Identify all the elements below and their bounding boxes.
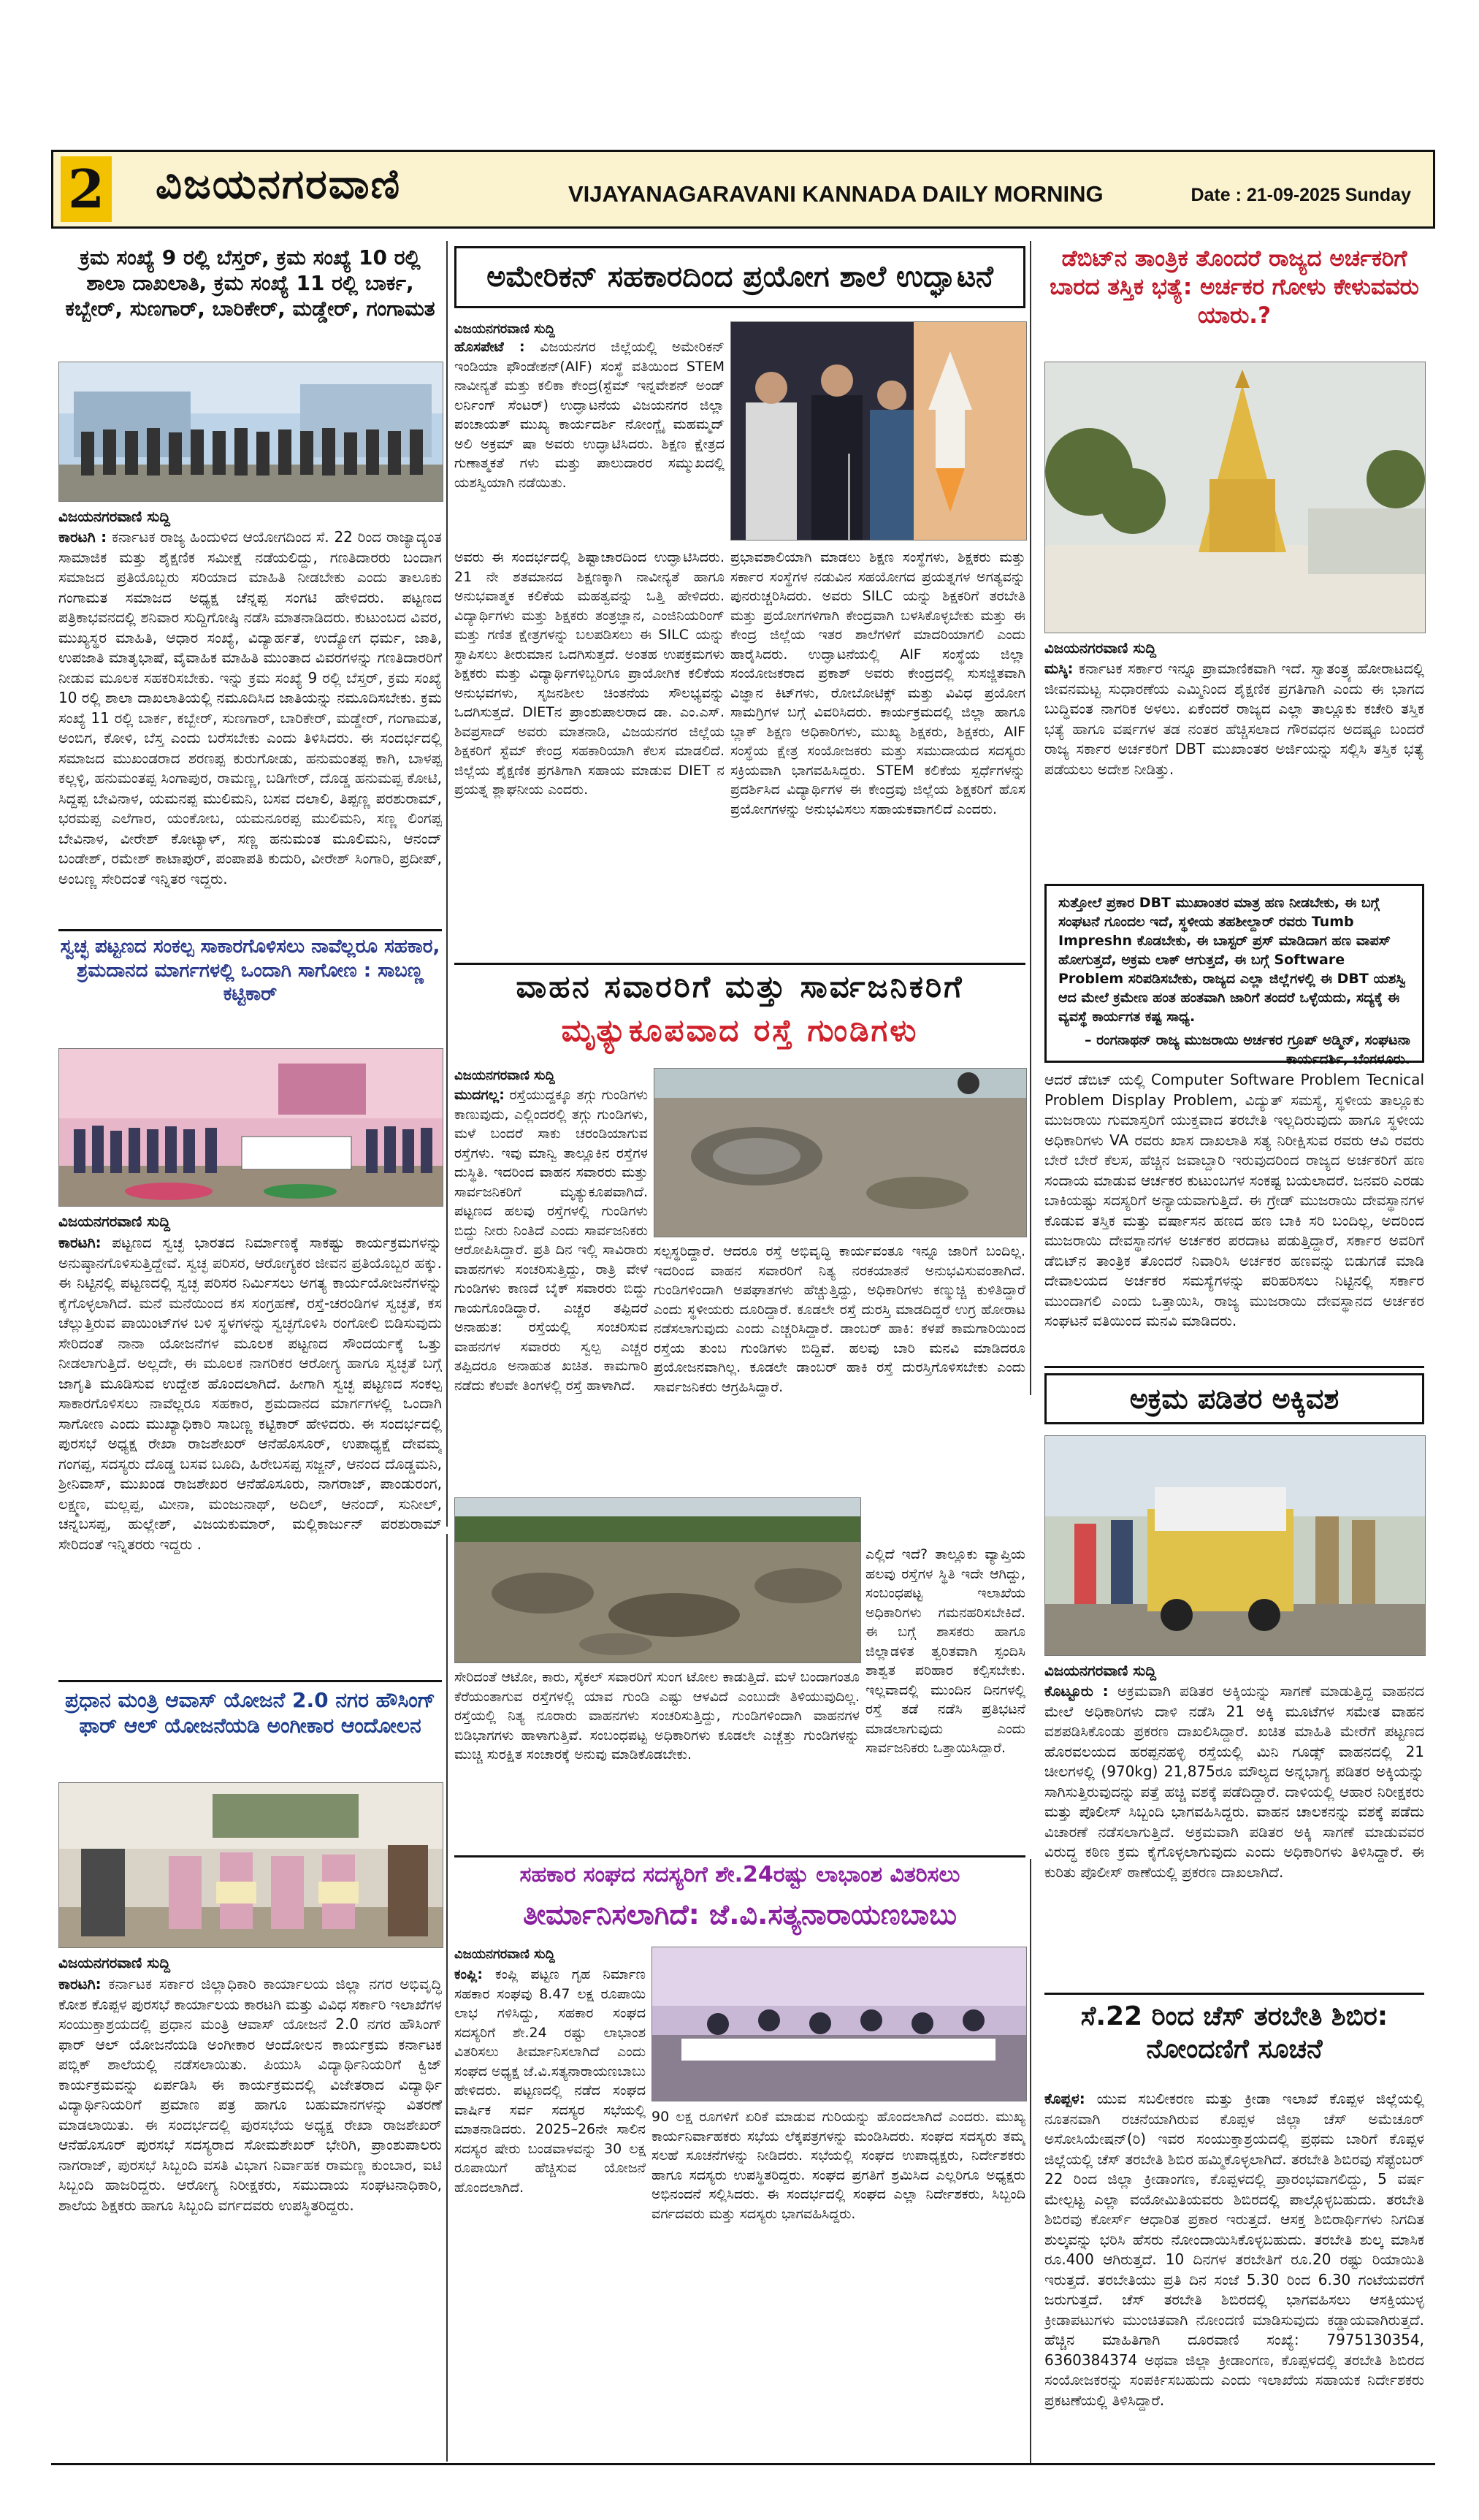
article-text: ಯುವ ಸಬಲೀಕರಣ ಮತ್ತು ಕ್ರೀಡಾ ಇಲಾಖೆ ಕೊಪ್ಪಳ ಜಿಲ್ಲೆಯಲ್ಲಿ ನೂತನವಾಗಿ ರಚನೆಯಾಗಿರುವ ಕೊಪ್ಪಳ ಜಿಲ್ಲಾ ಚೆಸ್ ಅಮೆಚೂರ್ ಅಸೋಸಿಯೇಷನ್(ರಿ) ಇವರ ಸಂಯುಕ್ತಾಶ್ರಯದಲ್ಲಿ ಪ್ರಥಮ ಬಾರಿಗೆ ಕೊಪ್ಪಳ ಜಿಲ್ಲೆಯಲ್ಲಿ ಚೆಸ್ ತರಬೇತಿ ಶಿಬಿರ ಹಮ್ಮಿಕೊಳ್ಳಲಾಗಿದೆ. ತರಬೇತಿ ಶಿಬಿರವು ಸೆಪ್ಟೆಂಬರ್ 22 ರಿಂದ ಜಿಲ್ಲಾ ಕ್ರೀಡಾಂಗಣ, ಕೊಪ್ಪಳದಲ್ಲಿ ಪ್ರಾರಂಭವಾಗಲಿದ್ದು, 5 ವರ್ಷ ಮೇಲ್ಪಟ್ಟ ಎಲ್ಲಾ ವಯೋಮಿತಿಯವರು ಶಿಬಿರದಲ್ಲಿ ಪಾಲ್ಗೊಳ್ಳಬಹುದು. ತರಬೇತಿ ಶಿಬಿರವು ಕೋರ್ಸ್ ಆಧಾರಿತ ಪ್ರಕಾರ ಇರುತ್ತದೆ. ಆಸಕ್ತ ಶಿಬಿರಾರ್ಥಿಗಳು ನಿಗದಿತ ಶುಲ್ಕವನ್ನು ಭರಿಸಿ ಹೆಸರು ನೋಂದಾಯಿಸಿಕೊಳ್ಳಬಹುದು. ತರಬೇತಿ ಶುಲ್ಕ ಮಾಸಿಕ ರೂ.400 ಆಗಿರುತ್ತದೆ. 10 ದಿನಗಳ ತರಬೇತಿಗೆ ರೂ.20 ರಷ್ಟು ರಿಯಾಯಿತಿ ಇರುತ್ತದೆ. ತರಬೇತಿಯು ಪ್ರತಿ ದಿನ ಸಂಜೆ 5.30 ರಿಂದ 6.30 ಗಂಟೆಯವರೆಗೆ ಜರುಗುತ್ತದೆ. ಚೆಸ್ ತರಬೇತಿ ಶಿಬಿರದಲ್ಲಿ ಭಾಗವಹಿಸಲು ಆಸಕ್ತಿಯುಳ್ಳ ಕ್ರೀಡಾಪಟುಗಳು ಮುಂಚಿತವಾಗಿ ನೋಂದಣಿ ಮಾಡಿಸುವುದು ಕಡ್ಡಾಯವಾಗಿರುತ್ತದೆ. ಹೆಚ್ಚಿನ ಮಾಹಿತಿಗಾಗಿ ದೂರವಾಣಿ ಸಂಖ್ಯೆ: 7975130354, 6360384374 ಅಥವಾ ಜಿಲ್ಲಾ ಕ್ರೀಡಾಂಗಣ, ಕೊಪ್ಪಳದಲ್ಲಿ ತರಬೇತಿ ಶಿಬಿರದ ಸಂಯೋಜಕರನ್ನು ಸಂಪರ್ಕಿಸಬಹುದು ಎಂದು ಇಲಾಖೆಯ ಸಹಾಯಕ ನಿರ್ದೇಶಕರು ಪ್ರಕಟಣೆಯಲ್ಲಿ ತಿಳಿಸಿದ್ದಾರೆ. (1044, 2090, 1424, 2409)
article-text: ಪಟ್ಟಣದ ಸ್ವಚ್ಛ ಭಾರತದ ನಿರ್ಮಾಣಕ್ಕೆ ಸಾಕಷ್ಟು ಕಾರ್ಯಕ್ರಮಗಳನ್ನು ಅನುಷ್ಠಾನಗೊಳಿಸುತ್ತಿದ್ದೇವೆ. ಸ್ವಚ್ಛ ಪರಿಸರ, ಆರೋಗ್ಯಕರ ಜೀವನ ಪ್ರತಿಯೊಬ್ಬರ ಹಕ್ಕು. ಈ ನಿಟ್ಟಿನಲ್ಲಿ ಪಟ್ಟಣದಲ್ಲಿ ಸ್ವಚ್ಛ ಪರಿಸರ ನಿರ್ಮಿಸಲು ಅಗತ್ಯ ಕಾರ್ಯಯೋಜನೆಗಳನ್ನು ಕೈಗೊಳ್ಳಲಾಗಿದೆ. ಮನೆ ಮನೆಯಿಂದ ಕಸ ಸಂಗ್ರಹಣೆ, ರಸ್ತೆ-ಚರಂಡಿಗಳ ಸ್ವಚ್ಛತೆ, ಕಸ ಚೆಲ್ಲುತ್ತಿರುವ ಪಾಯಿಂಟ್‌ಗಳ ಬಳಿ ಸ್ಥಳಗಳನ್ನು ಸ್ವಚ್ಛಗೊಳಿಸಿ ರಂಗೋಲಿ ಬಿಡಿಸುವುದು ಸೇರಿದಂತೆ ನಾನಾ ಯೋಜನೆಗಳ ಮೂಲಕ ಪಟ್ಟಣದ ಸೌಂದರ್ಯಕ್ಕೆ ಒತ್ತು ನೀಡಲಾಗುತ್ತಿದೆ. ಅಲ್ಲದೇ, ಈ ಮೂಲಕ ನಾಗರಿಕರ ಆರೋಗ್ಯ ಹಾಗೂ ಸ್ವಚ್ಛತೆ ಬಗ್ಗೆ ಜಾಗೃತಿ ಮೂಡಿಸುವ ಉದ್ದೇಶ ಹೊಂದಲಾಗಿದೆ. ಹೀಗಾಗಿ ಸ್ವಚ್ಛ ಪಟ್ಟಣದ ಸಂಕಲ್ಪ ಸಾಕಾರಗೊಳಿಸಲು ನಾವೆಲ್ಲರೂ ಸಹಕಾರ, ಶ್ರಮದಾನದ ಮಾರ್ಗಗಳಲ್ಲಿ ಒಂದಾಗಿ ಸಾಗೋಣ ಎಂದು ಮುಖ್ಯಾಧಿಕಾರಿ ಸಾಬಣ್ಣ ಕಟ್ಟಿಕಾರ್ ಹೇಳಿದರು. ಈ ಸಂದರ್ಭದಲ್ಲಿ ಪುರಸಭೆ ಅಧ್ಯಕ್ಷ ರೇಖಾ ರಾಜಶೇಖರ್ ಆನೆಹೊಸೂರ್, ಉಪಾಧ್ಯಕ್ಷೆ ದೇವಮ್ಮ ಗಂಗಪ್ಪ, ಸದಸ್ಯರು ದೊಡ್ಡ ಬಸವ ಬೂದಿ, ಹಿರೇಬಸಪ್ಪ ಸಜ್ಜನ್, ಆನಂದ ದೊಡ್ಡಮನಿ, ಶ್ರೀನಿವಾಸ್, ಮುಖಂಡ ರಾಜಶೇಖರ ಆನೆಹೊಸೂರು, ನಾಗರಾಜ್, ಪಾಂಡುರಂಗ, ಲಕ್ಷ್ಮಣ, ಮಲ್ಲಪ್ಪ, ಮೀನಾ, ಮಂಜುನಾಥ್, ಅದಿಲ್, ಆನಂದ್, ಸುನೀಲ್, ಚನ್ನಬಸಪ್ಪ, ಹುಲ್ಲೇಶ್, ವಿಜಯಕುಮಾರ್, ಮಲ್ಲಿಕಾರ್ಜುನ್ ಪರಶುರಾಮ್ ಸೇರಿದಂತೆ ಇನ್ನಿತರರು ಇದ್ದರು . (58, 1234, 442, 1553)
photo-stem-lab-inauguration (730, 321, 1027, 541)
byline: ವಿಜಯನಗರವಾಣಿ ಸುದ್ದಿ (454, 1947, 555, 1962)
photo-seized-rice-vehicle (1044, 1435, 1426, 1656)
photo-clean-town-rally (58, 1048, 443, 1207)
headline-caste-survey: ಕ್ರಮ ಸಂಖ್ಯೆ 9 ರಲ್ಲಿ ಬೆಸ್ತರ್, ಕ್ರಮ ಸಂಖ್ಯೆ 10 ರಲ್ಲಿ ಶಾಲಾ ದಾಖಲಾತಿ, ಕ್ರಮ ಸಂಖ್ಯೆ 11 ರಲ್ಲಿ ಬಾರ್ಕ, ಕಬ್ಬೇರ್, ಸುಣಗಾರ್, ಬಾರಿಕೇರ್, ಮಡ್ಡೇರ್, ಗಂಗಾಮತ (65, 245, 435, 321)
quote-signature: – ರಂಗನಾಥನ್ ರಾಜ್ಯ ಮುಜರಾಯಿ ಅರ್ಚಕರ ಗ್ರೂಪ್ ಅಡ್ಮಿನ್, ಸಂಘಟನಾ ಕಾರ್ಯದರ್ಶಿ, ಬೆಂಗಳೂರು. (1085, 1032, 1410, 1067)
byline: ವಿಜಯನಗರವಾಣಿ ಸುದ್ದಿ (58, 1213, 171, 1230)
dateline: ಹೊಸಪೇಟೆ : (454, 339, 525, 355)
article-body-caste-survey (58, 527, 442, 925)
article-body-clean-town (58, 1233, 442, 1680)
headline-cooperative-dividend-line1: ಸಹಕಾರ ಸಂಘದ ಸದಸ್ಯರಿಗೆ ಶೇ.24ರಷ್ಟು ಲಾಭಾಂಶ ವಿತರಿಸಲು (519, 1862, 960, 1887)
article-text: ವಿಜಯನಗರ ಜಿಲ್ಲೆಯಲ್ಲಿ ಅಮೇರಿಕನ್ ಇಂಡಿಯಾ ಫೌಂಡೇಶನ್(AIF) ಸಂಸ್ಥೆ ವತಿಯಿಂದ STEM ನಾವೀನ್ಯತೆ ಮತ್ತು ಕಲಿಕಾ ಕೇಂದ್ರ(ಸ್ಟೆಮ್ ಇನ್ನವೇಶನ್ ಅಂಡ್ ಲರ್ನಿಂಗ್ ಸೆಂಟರ್) ಉದ್ಘಾಟನೆಯ ವಿಜಯನಗರ ಜಿಲ್ಲಾ ಪಂಚಾಯತ್ ಮುಖ್ಯ ಕಾರ್ಯದರ್ಶಿ ನೋಂಗ್ಜೈ ಮಹಮ್ಮದ್ ಅಲಿ ಅಕ್ರಮ್ ಷಾ ಅವರು ಉದ್ಘಾಟಿಸಿದರು. ಶಿಕ್ಷಣ ಕ್ಷೇತ್ರದ ಗುಣಾತ್ಮಕತೆ ಗಳು ಮತ್ತು ಪಾಲುದಾರರ ಸಮ್ಮುಖದಲ್ಲಿ ಯಶಸ್ವಿಯಾಗಿ ನಡೆಯಿತು. (454, 339, 725, 491)
article-body-pmay-housing (58, 1974, 442, 2453)
masthead (51, 150, 1435, 229)
photo-pothole-2 (454, 1497, 861, 1663)
page-number: 2 (61, 156, 112, 222)
byline: ವಿಜಯನಗರವಾಣಿ ಸುದ್ದಿ (1044, 639, 1157, 657)
article-text: 90 ಲಕ್ಷ ರೂಗಳಿಗೆ ಏರಿಕೆ ಮಾಡುವ ಗುರಿಯನ್ನು ಹೊಂದಲಾಗಿದೆ ಎಂದರು. ಮುಖ್ಯ ಕಾರ್ಯನಿರ್ವಾಹಕರು ಸಭೆಯ ಲೆಕ್ಕಪತ್ರಗಳನ್ನು ಮಂಡಿಸಿದರು. ಸಂಘದ ಸದಸ್ಯರು ತಮ್ಮ ಸಲಹೆ ಸೂಚನೆಗಳನ್ನು ನೀಡಿದರು. ಸಭೆಯಲ್ಲಿ ಸಂಘದ ಉಪಾಧ್ಯಕ್ಷರು, ನಿರ್ದೇಶಕರು ಹಾಗೂ ಸದಸ್ಯರು ಉಪಸ್ಥಿತರಿದ್ದರು. ಸಂಘದ ಪ್ರಗತಿಗೆ ಶ್ರಮಿಸಿದ ಎಲ್ಲರಿಗೂ ಅಧ್ಯಕ್ಷರು ಅಭಿನಂದನೆ ಸಲ್ಲಿಸಿದರು. ಈ ಸಂದರ್ಭದಲ್ಲಿ ಸಂಘದ ಎಲ್ಲಾ ನಿರ್ದೇಶಕರು, ಸಿಬ್ಬಂದಿ ವರ್ಗದವರು ಮತ್ತು ಸದಸ್ಯರು ಭಾಗವಹಿಸಿದ್ದರು. (651, 2109, 1025, 2222)
masthead-title-kannada: ವಿಜಯನಗರವಾಣಿ (156, 161, 402, 208)
photo-caste-survey-group (58, 362, 443, 502)
article-body-american-lab-a (454, 337, 725, 546)
article-body-priests-allowance-cont (1044, 1070, 1424, 1362)
quote-text: ಸುತ್ತೋಲೆ ಪ್ರಕಾರ DBT ಮುಖಾಂತರ ಮಾತ್ರ ಹಣ ನೀಡಬೇಕು, ಈ ಬಗ್ಗೆ ಸಂಘಟನೆ ಗೂಂದಲ ಇದೆ, ಸ್ಥಳೀಯ ತಹಶೀಲ್ದಾರ್ ರವರು Tumb Impreshn ಕೊಡಬೇಕು, ಈ ಬಾಸ್ಟರ್ ಪ್ರಸ್ ಮಾಡಿದಾಗ ಹಣ ವಾಪಸ್ ಹೋಗುತ್ತದೆ, ಅಕ್ರಮ ಲಾಕ್ ಆಗುತ್ತದೆ, ಈ ಬಗ್ಗೆ Software Problem ಸರಿಪಡಿಸಬೇಕು, ರಾಜ್ಯದ ಎಲ್ಲಾ ಜಿಲ್ಲೆಗಳಲ್ಲಿ ಈ DBT ಯಶಸ್ವಿ ಆದ ಮೇಲೆ ಕ್ರಮೇಣ ಹಂತ ಹಂತವಾಗಿ ಜಾರಿಗೆ ತಂದರೆ ಒಳ್ಳೆಯದು, ಸದ್ಯಕ್ಕೆ ಈ ವ್ಯವಸ್ಥೆ ಕಾರ್ಯಗತ ಕಷ್ಟ ಸಾಧ್ಯ. (1058, 895, 1406, 1025)
section-rule (1044, 1366, 1424, 1368)
photo-cooperative-meeting (651, 1947, 1027, 2101)
article-text: ಕಂಪ್ಲಿ ಪಟ್ಟಣ ಗೃಹ ನಿರ್ಮಾಣ ಸಹಕಾರ ಸಂಘವು 8.47 ಲಕ್ಷ ರೂಪಾಯಿ ಲಾಭ ಗಳಿಸಿದ್ದು, ಸಹಕಾರ ಸಂಘದ ಸದಸ್ಯರಿಗೆ ಶೇ.24 ರಷ್ಟು ಲಾಭಾಂಶ ವಿತರಿಸಲು ತೀರ್ಮಾನಿಸಲಾಗಿದೆ ಎಂದು ಸಂಘದ ಅಧ್ಯಕ್ಷ ಜೆ.ವಿ.ಸತ್ಯನಾರಾಯಣಬಾಬು ಹೇಳಿದರು. ಪಟ್ಟಣದಲ್ಲಿ ನಡೆದ ಸಂಘದ ವಾರ್ಷಿಕ ಸರ್ವ ಸದಸ್ಯರ ಸಭೆಯಲ್ಲಿ ಮಾತನಾಡಿದರು. 2025–26ನೇ ಸಾಲಿನ ಸದಸ್ಯರ ಷೇರು ಬಂಡವಾಳವನ್ನು 30 ಲಕ್ಷ ರೂಪಾಯಿಗೆ ಹೆಚ್ಚಿಸುವ ಯೋಜನೆ ಹೊಂದಲಾಗಿದೆ. (454, 1966, 646, 2196)
headline-american-lab: ಅಮೇರಿಕನ್ ಸಹಕಾರದಿಂದ ಪ್ರಯೋಗ ಶಾಲೆ ಉದ್ಘಾಟನೆ (454, 246, 1025, 308)
headline-potholes-line2: ಮೃತ್ಯುಕೂಪವಾದ ರಸ್ತೆ ಗುಂಡಿಗಳು (561, 1012, 919, 1048)
section-rule (454, 1855, 1025, 1857)
byline: ವಿಜಯನಗರವಾಣಿ ಸುದ್ದಿ (58, 508, 171, 525)
dateline: ಕೊಟ್ಟೂರು : (1044, 1682, 1109, 1700)
section-rule (454, 963, 1025, 965)
article-body-potholes-d (865, 1545, 1025, 1757)
article-text: ಕರ್ನಾಟಕ ರಾಜ್ಯ ಹಿಂದುಳಿದ ಆಯೋಗದಿಂದ ಸೆ. 22 ರಿಂದ ರಾಜ್ಯಾದ್ಯಂತ ಸಾಮಾಜಿಕ ಮತ್ತು ಶೈಕ್ಷಣಿಕ ಸಮೀಕ್ಷೆ ನಡೆಯಲಿದ್ದು, ಗಣತಿದಾರರು ಬಂದಾಗ ಸಮಾಜದ ಪ್ರತಿಯೊಬ್ಬರು ಸರಿಯಾದ ಮಾಹಿತಿ ನೀಡಬೇಕು ಎಂದು ತಾಲೂಕು ಗಂಗಾಮತ ಸಮಾಜದ ಅಧ್ಯಕ್ಷ ಚೆನ್ನಪ್ಪ ಸಂಗಟಿ ಹೇಳಿದರು. ಪಟ್ಟಣದ ಪತ್ರಿಕಾಭವನದಲ್ಲಿ ಶನಿವಾರ ಸುದ್ದಿಗೋಷ್ಠಿ ನಡೆಸಿ ಮಾತನಾಡಿದರು. ಕುಟುಂಬದ ವಿವರ, ಮುಖ್ಯಸ್ಥರ ಮಾಹಿತಿ, ಆಧಾರ ಸಂಖ್ಯೆ, ವಿದ್ಯಾರ್ಹತೆ, ಉದ್ಯೋಗ ಧರ್ಮ, ಜಾತಿ, ಉಪಜಾತಿ ಮಾತೃಭಾಷೆ, ವೈವಾಹಿಕ ಮಾಹಿತಿ ಮುಂತಾದ ವಿವರಗಳನ್ನು ಗಣತಿದಾರರಿಗೆ ನೀಡುವ ಮೂಲಕ ಸಹಕರಿಸಬೇಕು. ಇನ್ನು ಕ್ರಮ ಸಂಖ್ಯೆ 9 ರಲ್ಲಿ ಬೆಸ್ತರ್, ಕ್ರಮ ಸಂಖ್ಯೆ 10 ರಲ್ಲಿ ಶಾಲಾ ದಾಖಲಾತಿಯಲ್ಲಿ ನಮೂದಿಸಿದ ಜಾತಿಯನ್ನು ನಮೂದಿಸಬೇಕು. ಕ್ರಮ ಸಂಖ್ಯೆ 11 ರಲ್ಲಿ ಬಾರ್ಕ, ಕಬ್ಬೇರ್, ಸುಣಗಾರ್, ಬಾರಿಕೇರ್, ಮಡ್ಡೇರ್, ಗಂಗಾಮತ, ಅಂಬಿಗ, ಕೋಳಿ, ಬೆಸ್ತ ಎಂದು ಬರೆಸಬೇಕು ಎಂದು ತಿಳಿಸಿದರು. ಈ ಸಂದರ್ಭದಲ್ಲಿ ಸಮಾಜದ ಮುಖಂಡರಾದ ಶರಣಪ್ಪ ಕುರುಗೋಡು, ಹನುಮಂತಪ್ಪ ಕಾಗಿ, ಬಾಳಪ್ಪ ಕಲ್ಲಳ್ಳಿ, ಹನುಮಂತಪ್ಪ ಸಿಂಗಾಪುರ, ರಾಮಣ್ಣ, ಬಡಿಗೇರ್, ದೊಡ್ಡ ಹನುಮಪ್ಪ ಕೋಟಿ, ಸಿದ್ದಪ್ಪ ಬೇವಿನಾಳ, ಯಮನಪ್ಪ ಮುಲಿಮನಿ, ಬಸವ ದಲಾಲಿ, ತಿಪ್ಪಣ್ಣ ಪರಶುರಾಮ್, ಭರಮಪ್ಪ ಎಲೆಗಾರ, ಯಂಕೋಬ, ಯಮನೂರಪ್ಪ ಮುಲಿಮನಿ, ಸಣ್ಣ ಲಿಂಗಪ್ಪ ಬೇವಿನಾಳ, ವೀರೇಶ್ ಕೋಟ್ಯಾಳ್, ಸಣ್ಣ ಹನುಮಂತ ಮೂಲಿಮನಿ, ಆನಂದ್ ಬಂಡೇಶ್, ರಮೇಶ್ ಕಾಟಾಪುರ್, ಪಂಪಾಪತಿ ಕುದುರಿ, ವೀರೇಶ್ ಸಿಂಗಾರಿ, ಪ್ರದೀಪ್, ಅಂಬಣ್ಣ ಸೇರಿದಂತೆ ಇನ್ನಿತರ ಇದ್ದರು. (58, 528, 442, 887)
headline-priests-allowance: ಡೆಬಿಟ್‌ನ ತಾಂತ್ರಿಕ ತೊಂದರೆ ರಾಜ್ಯದ ಅರ್ಚಕರಿಗೆ ಬಾರದ ತಸ್ತಿಕ ಭತ್ಯೆ: ಅರ್ಚಕರ ಗೋಳು ಕೇಳುವವರು ಯಾರು.? (1050, 245, 1419, 329)
article-text: ಆದರೆ ಡೆಬಿಟ್ ಯಲ್ಲಿ Computer Software Problem Tecnical Problem Display Problem, ವಿದ್ಯುತ್ ಸಮಸ್ಯೆ, ಸ್ಥಳೀಯ ತಾಲ್ಲೂಕು ಮುಜರಾಯಿ ಗುಮಾಸ್ತರಿಗೆ ಯುಕ್ತವಾದ ತರಬೇತಿ ಇಲ್ಲದಿರುವುದು ಹಾಗೂ ಸ್ಥಳೀಯ ಅಧಿಕಾರಿಗಳು VA ರವರು ಖಾಸ ದಾಖಲಾತಿ ಸತ್ಯ ನಿರೀಕ್ಷಿಸುವ ರವರು ಆವಿ ರವರು ಬೇರೆ ಬೇರೆ ಕೆಲಸ, ಹೆಚ್ಚಿನ ಜವಾಬ್ದಾರಿ ಇರುವುದರಿಂದ ರಾಜ್ಯದ ಅರ್ಚಕರಿಗೆ ಹಣ ಸಂದಾಯ ಮಾಡುವ ಆರ್ಚಕರ ಕುಟುಂಬಗಳ ಸಂಕಷ್ಟ ಬಯಲಾದರೆ. ಜನವರಿ ಎರಡು ಬಾಕಿಯಷ್ಟು ಸದಸ್ಯರಿಗೆ ಅನ್ಯಾಯವಾಗುತ್ತಿದೆ. ಈ ಗ್ರೇಡ್ ಮುಜರಾಯಿ ದೇವಸ್ಥಾನಗಳ ಕೊಡುವ ತಸ್ತಿಕ ಮತ್ತು ವರ್ಷಾಸನ ಹಣದ ಹಣ ಬಾಕಿ ಸರಿ ಬಂದಿಲ್ಲ, ಅದರಿಂದ ಮುಜರಾಯಿ ದೇವಸ್ಥಾನಗಳ ಅರ್ಚಕರ ಪರದಾಟ ಪಡುತ್ತಿದ್ದಾರೆ, ಸರ್ಕಾರ ಅವರಿಗೆ ಡೆಬಿಟ್‌ನ ತಾಂತ್ರಿಕ ತೊಂದರೆ ನಿವಾರಿಸಿ ಅರ್ಚಕರ ಹಣವನ್ನು ಬಿಡುಗಡೆ ಮಾಡಿ ದೇವಾಲಯದ ಅರ್ಚಕರ ಸಮಸ್ಯೆಗಳನ್ನು ಪರಿಹರಿಸಲು ನಿಟ್ಟಿನಲ್ಲಿ ಸರ್ಕಾರ ಮುಂದಾಗಲಿ ಎಂದು ಒತ್ತಾಯಿಸಿ, ರಾಜ್ಯ ಮುಜರಾಯಿ ದೇವಸ್ಥಾನದ ಅರ್ಚಕರ ಸಂಘಟನೆ ವತಿಯಿಂದ ಮನವಿ ಮಾಡಿದರು. (1044, 1071, 1424, 1329)
masthead-date: Date : 21-09-2025 Sunday (1191, 185, 1411, 205)
article-body-potholes-c (654, 1242, 1025, 1541)
article-text: ಅವರು ಈ ಸಂದರ್ಭದಲ್ಲಿ ಶಿಷ್ಟಾಚಾರದಿಂದ ಉದ್ಘಾಟಿಸಿದರು. 21 ನೇ ಶತಮಾನದ ಶಿಕ್ಷಣಕ್ಕಾಗಿ ನಾವೀನ್ಯತೆ ಹಾಗೂ ಅನುಭವಾತ್ಮಕ ಕಲಿಕೆಯ ಮಹತ್ವವನ್ನು ಒತ್ತಿ ಹೇಳಿದರು. ವಿದ್ಯಾರ್ಥಿಗಳು ಮತ್ತು ಶಿಕ್ಷಕರು ತಂತ್ರಜ್ಞಾನ, ಎಂಜಿನಿಯರಿಂಗ್ ಮತ್ತು ಗಣಿತ ಕ್ಷೇತ್ರಗಳನ್ನು ಬಲಪಡಿಸಲು ಈ SILC ಯನ್ನು ಸ್ಥಾಪಿಸಲು ತೀರುಮಾನ ಒದಗಿಸುತ್ತದೆ. ಅಂತಹ ಉಪಕ್ರಮಗಳು ಶಿಕ್ಷಕರು ಮತ್ತು ವಿದ್ಯಾರ್ಥಿಗಳಿಬ್ಬರಿಗೂ ಪ್ರಾಯೋಗಿಕ ಕಲಿಕೆಯ ಅನುಭವಗಳು, ಸೃಜನಶೀಲ ಚಿಂತನೆಯ ಸೌಲಭ್ಯವನ್ನು ಒದಗಿಸುತ್ತದೆ. DIETನ ಪ್ರಾಂಶುಪಾಲರಾದ ಡಾ. ಎಂ.ಎಸ್. ಶಿವಪ್ರಸಾದ್ ಅವರು ಮಾತನಾಡಿ, ವಿಜಯನಗರ ಜಿಲ್ಲೆಯ ಶಿಕ್ಷಕರಿಗೆ ಸ್ಟೆಮ್ ಕೇಂದ್ರ ಸಹಕಾರಿಯಾಗಿ ಕೆಲಸ ಮಾಡಲಿದೆ. ಜಿಲ್ಲೆಯ ಶೈಕ್ಷಣಿಕ ಪ್ರಗತಿಗಾಗಿ ಸಹಾಯ ಮಾಡುವ DIET ನ ಪ್ರಯತ್ನ ಶ್ಲಾಘನೀಯ ಎಂದರು. (454, 549, 725, 798)
column-rule (446, 1534, 448, 2462)
byline: ವಿಜಯನಗರವಾಣಿ ಸುದ್ದಿ (454, 321, 555, 337)
article-body-cooperative-b (651, 2107, 1025, 2454)
dateline: ಕಾರಟಗಿ: (58, 1234, 102, 1251)
byline: ವಿಜಯನಗರವಾಣಿ ಸುದ್ದಿ (1044, 1662, 1157, 1679)
article-text: ರಸ್ತೆಯುದ್ದಕ್ಕೂ ತಗ್ಗು ಗುಂಡಿಗಳು ಕಾಣುವುದು, ಎಲ್ಲಿಂದರಲ್ಲಿ ತಗ್ಗು ಗುಂಡಿಗಳು, ಮಳೆ ಬಂದರೆ ಸಾಕು ಚರಂಡಿಯಾಗುವ ರಸ್ತೆಗಳು. ಇವು ಮಾನ್ವಿ ತಾಲ್ಲೂಕಿನ ರಸ್ತೆಗಳ ದುಸ್ಥಿತಿ. ಇದರಿಂದ ವಾಹನ ಸವಾರರು ಮತ್ತು ಸಾರ್ವಜನಿಕರಿಗೆ ಮೃತ್ಯುಕೂಪವಾಗಿದೆ. ಪಟ್ಟಣದ ಹಲವು ರಸ್ತೆಗಳಲ್ಲಿ ಗುಂಡಿಗಳು ಬಿದ್ದು ನೀರು ನಿಂತಿದೆ ಎಂದು ಸಾರ್ವಜನಿಕರು ಆರೋಪಿಸಿದ್ದಾರೆ. ಪ್ರತಿ ದಿನ ಇಲ್ಲಿ ಸಾವಿರಾರು ವಾಹನಗಳು ಸಂಚರಿಸುತ್ತಿದ್ದು, ರಾತ್ರಿ ವೇಳೆ ಗುಂಡಿಗಳು ಕಾಣದೆ ಬೈಕ್ ಸವಾರರು ಬಿದ್ದು ಗಾಯಗೊಂಡಿದ್ದಾರೆ. ಎಚ್ಚರ ತಪ್ಪಿದರೆ ಅನಾಹುತ: ರಸ್ತೆಯಲ್ಲಿ ಸಂಚರಿಸುವ ವಾಹನಗಳ ಸವಾರರು ಸ್ವಲ್ಪ ಎಚ್ಚರ ತಪ್ಪಿದರೂ ಅನಾಹುತ ಖಚಿತ. ಕಾಮಗಾರಿ ನಡೆದು ಕೆಲವೇ ತಿಂಗಳಲ್ಲಿ ರಸ್ತೆ ಹಾಳಾಗಿದೆ. (454, 1087, 648, 1394)
quote-box-priests-association (1044, 884, 1424, 1067)
column-rule (1030, 1859, 1031, 2465)
photo-pmay-students (58, 1782, 443, 1948)
article-body-american-lab-c (730, 548, 1025, 957)
article-body-cooperative-a (454, 1965, 646, 2454)
photo-temple-tower (1044, 362, 1426, 633)
article-text: ಕರ್ನಾಟಕ ಸರ್ಕಾರ ಜಿಲ್ಲಾಧಿಕಾರಿ ಕಾರ್ಯಾಲಯ ಜಿಲ್ಲಾ ನಗರ ಅಭಿವೃದ್ಧಿ ಕೋಶ ಕೊಪ್ಪಳ ಪುರಸಭೆ ಕಾರ್ಯಾಲಯ ಕಾರಟಗಿ ಮತ್ತು ವಿವಿಧ ಸರ್ಕಾರಿ ಇಲಾಖೆಗಳ ಸಂಯುಕ್ತಾಶ್ರಯದಲ್ಲಿ ಪ್ರಧಾನ ಮಂತ್ರಿ ಆವಾಸ್ ಯೋಜನೆ 2.0 ನಗರ ಹೌಸಿಂಗ್ ಫಾರ್ ಆಲ್ ಯೋಜನೆಯಡಿ ಅಂಗೀಕಾರ ಆಂದೋಲನ ಕಾರ್ಯಕ್ರಮ ಕರ್ನಾಟಕ ಪಬ್ಲಿಕ್ ಶಾಲೆಯಲ್ಲಿ ನಡೆಸಲಾಯಿತು. ಪಿಯುಸಿ ವಿದ್ಯಾರ್ಥಿನಿಯರಿಗೆ ಕ್ವಿಜ್ ಕಾರ್ಯಕ್ರಮವನ್ನು ಏರ್ಪಡಿಸಿ ಈ ಕಾರ್ಯಕ್ರಮದಲ್ಲಿ ವಿಜೇತರಾದ ವಿದ್ಯಾರ್ಥಿ ವಿದ್ಯಾರ್ಥಿನಿಯರಿಗೆ ಪ್ರಮಾಣ ಪತ್ರ ಹಾಗೂ ಬಹುಮಾನಗಳನ್ನು ವಿತರಣೆ ಮಾಡಲಾಯಿತು. ಈ ಸಂದರ್ಭದಲ್ಲಿ ಪುರಸಭೆಯ ಅಧ್ಯಕ್ಷ ರೇಖಾ ರಾಜಶೇಖರ್ ಆನೆಹೊಸೂರ್ ಪುರಸಭೆ ಸದಸ್ಯರಾದ ಸೋಮಶೇಖರ್ ಭೇರಿಗಿ, ಪ್ರಾಂಶುಪಾಲರು ನಾಗರಾಜ್, ಪುರಸಭೆ ಸಿಬ್ಬಂದಿ ವಸತಿ ವಿಭಾಗ ನಿರ್ವಾಹಕ ರಾಮಣ್ಣ ಕುಂಬಾರ, ಐಟಿ ಸಿಬ್ಬಂದಿ ಹಾಜರಿದ್ದರು. ಆರೋಗ್ಯ ನಿರೀಕ್ಷಕರು, ಸಮುದಾಯ ಸಂಘಟನಾಧಿಕಾರಿ, ಶಾಲೆಯ ಶಿಕ್ಷಕರು ಹಾಗೂ ಸಿಬ್ಬಂದಿ ವರ್ಗದವರು ಉಪಸ್ಥಿತರಿದ್ದರು. (58, 1975, 442, 2214)
masthead-title-english: VIJAYANAGARAVANI KANNADA DAILY MORNING (568, 181, 1104, 207)
dateline: ಕಾರಟಗಿ : (58, 528, 107, 546)
article-text: ಕರ್ನಾಟಕ ಸರ್ಕಾರ ಇನ್ನೂ ಪ್ರಾಮಾಣಿಕವಾಗಿ ಇದೆ. ಸ್ವಾತಂತ್ರ್ಯ ಹೋರಾಟದಲ್ಲಿ ಜೀವನಮಟ್ಟ ಸುಧಾರಣೆಯ ಎಮ್ಮಿನಿಂದ ಶೈಕ್ಷಣಿಕ ಪ್ರಗತಿಗಾಗಿ ಎಂದು ಈ ಭಾಗದ ಬುದ್ಧಿವಂತ ನಾಗರಿಕ ಅಳಲು. ಏಕೆಂದರೆ ರಾಜ್ಯದ ಎಲ್ಲಾ ತಾಲ್ಲೂಕು ಕಚೇರಿ ತಸ್ತಿಕ ಭತ್ಯೆ ಹಾಗೂ ವರ್ಷಗಳ ತಡ ನಂತರ ಹೆಚ್ಚಿಸಲಾದ ಗೌರವಧನ ಅದಷ್ಟೂ ಬಂದರೆ ರಾಜ್ಯ ಸರ್ಕಾರ ಅರ್ಚಕರಿಗೆ DBT ಮುಖಾಂತರ ಅರ್ಜಿಯನ್ನು ಸಲ್ಲಿಸಿ ತಸ್ತಿಕ ಭತ್ಯೆ ಪಡೆಯಲು ಅದೇಶ ನೀಡಿತ್ತು. (1044, 660, 1424, 778)
column-rule (1030, 241, 1031, 1395)
section-rule (58, 929, 442, 931)
article-body-potholes-b (454, 1668, 860, 1850)
dateline: ಕಂಪ್ಲಿ: (454, 1966, 484, 1982)
section-rule (1044, 1993, 1424, 1995)
byline: ವಿಜಯನಗರವಾಣಿ ಸುದ್ದಿ (58, 1954, 171, 1971)
dateline: ಕೊಪ್ಪಳ: (1044, 2090, 1085, 2107)
article-body-illegal-ration-rice (1044, 1681, 1424, 1988)
headline-potholes-line1: ವಾಹನ ಸವಾರರಿಗೆ ಮತ್ತು ಸಾರ್ವಜನಿಕರಿಗೆ (516, 969, 964, 1004)
article-text: ಅಕ್ರಮವಾಗಿ ಪಡಿತರ ಅಕ್ಕಿಯನ್ನು ಸಾಗಣೆ ಮಾಡುತ್ತಿದ್ದ ವಾಹನದ ಮೇಲೆ ಅಧಿಕಾರಿಗಳು ದಾಳಿ ನಡೆಸಿ 21 ಅಕ್ಕಿ ಮೂಟೆಗಳ ಸಮೇತ ವಾಹನ ವಶಪಡಿಸಿಕೊಂಡು ಪ್ರಕರಣ ದಾಖಲಿಸಿದ್ದಾರೆ. ಖಚಿತ ಮಾಹಿತಿ ಮೇರೆಗೆ ಪಟ್ಟಣದ ಹೊರವಲಯದ ಹರಪ್ಪನಹಳ್ಳಿ ರಸ್ತೆಯಲ್ಲಿ ಮಿನಿ ಗೂಡ್ಸ್ ವಾಹನದಲ್ಲಿ 21 ಚೀಲಗಳಲ್ಲಿ (970kg) 21,875ರೂ ಮೌಲ್ಯದ ಅನ್ನಭಾಗ್ಯ ಪಡಿತರ ಅಕ್ಕಿಯನ್ನು ಸಾಗಿಸುತ್ತಿರುವುದನ್ನು ಪತ್ತೆ ಹಚ್ಚಿ ವಶಕ್ಕೆ ಪಡೆದಿದ್ದಾರೆ. ದಾಳಿಯಲ್ಲಿ ಆಹಾರ ನಿರೀಕ್ಷಕರು ಮತ್ತು ಪೊಲೀಸ್ ಸಿಬ್ಬಂದಿ ಭಾಗವಹಿಸಿದ್ದರು. ವಾಹನ ಚಾಲಕನನ್ನು ವಶಕ್ಕೆ ಪಡೆದು ವಿಚಾರಣೆ ನಡೆಸಲಾಗುತ್ತಿದೆ. ಅಕ್ರಮವಾಗಿ ಪಡಿತರ ಅಕ್ಕಿ ಸಾಗಣೆ ಮಾಡುವವರ ವಿರುದ್ಧ ಕಠಿಣ ಕ್ರಮ ಕೈಗೊಳ್ಳಲಾಗುವುದು ಎಂದು ಅಧಿಕಾರಿಗಳು ತಿಳಿಸಿದ್ದಾರೆ. ಈ ಕುರಿತು ಪೊಲೀಸ್ ಠಾಣೆಯಲ್ಲಿ ಪ್ರಕರಣ ದಾಖಲಾಗಿದೆ. (1044, 1682, 1424, 1881)
article-body-potholes-a (454, 1085, 648, 1491)
article-text: ಸಲ್ಪಸ್ಥರಿದ್ದಾರೆ. ಆದರೂ ರಸ್ತೆ ಅಭಿವೃದ್ಧಿ ಕಾರ್ಯವಂತೂ ಇನ್ನೂ ಜಾರಿಗೆ ಬಂದಿಲ್ಲ. ಇದರಿಂದ ವಾಹನ ಸವಾರರಿಗೆ ನಿತ್ಯ ನರಕಯಾತನೆ ಅನುಭವಿಸುವಂತಾಗಿದೆ. ಗುಂಡಿಗಳಿಂದಾಗಿ ಅಪಘಾತಗಳು ಹೆಚ್ಚುತ್ತಿದ್ದು, ಅಧಿಕಾರಿಗಳು ಕಣ್ಮುಚ್ಚಿ ಕುಳಿತಿದ್ದಾರೆ ಎಂದು ಸ್ಥಳೀಯರು ದೂರಿದ್ದಾರೆ. ಕೂಡಲೇ ರಸ್ತೆ ದುರಸ್ತಿ ಮಾಡದಿದ್ದರೆ ಉಗ್ರ ಹೋರಾಟ ನಡೆಸಲಾಗುವುದು ಎಂದು ಎಚ್ಚರಿಸಿದ್ದಾರೆ. ಡಾಂಬರ್ ಹಾಕಿ: ಕಳಪೆ ಕಾಮಗಾರಿಯಿಂದ ರಸ್ತೆಯ ತುಂಬ ಗುಂಡಿಗಳು ಬಿದ್ದಿವೆ. ಹಲವು ಬಾರಿ ಮನವಿ ಮಾಡಿದರೂ ಪ್ರಯೋಜನವಾಗಿಲ್ಲ. ಕೂಡಲೇ ಡಾಂಬರ್ ಹಾಕಿ ರಸ್ತೆ ದುರಸ್ತಿಗೊಳಿಸಬೇಕು ಎಂದು ಸಾರ್ವಜನಿಕರು ಆಗ್ರಹಿಸಿದ್ದಾರೆ. (654, 1243, 1025, 1395)
dateline: ಕಾರಟಗಿ: (58, 1975, 102, 1993)
article-text: ಸೇರಿದಂತೆ ಆಟೋ, ಕಾರು, ಸೈಕಲ್ ಸವಾರರಿಗೆ ಸುಂಗ ಟೋಲ ಕಾಡುತ್ತಿದೆ. ಮಳೆ ಬಂದಾಗಂತೂ ಕೆರೆಯಂತಾಗುವ ರಸ್ತೆಗಳಲ್ಲಿ ಯಾವ ಗುಂಡಿ ಎಷ್ಟು ಆಳವಿದೆ ಎಂಬುದೇ ತಿಳಿಯುವುದಿಲ್ಲ. ರಸ್ತೆಯಲ್ಲಿ ನಿತ್ಯ ನೂರಾರು ವಾಹನಗಳು ಸಂಚರಿಸುತ್ತಿದ್ದು, ಗುಂಡಿಗಳಿಂದಾಗಿ ವಾಹನಗಳ ಬಿಡಿಭಾಗಗಳು ಹಾಳಾಗುತ್ತಿವೆ. ಸಂಬಂಧಪಟ್ಟ ಅಧಿಕಾರಿಗಳು ಕೂಡಲೇ ಎಚ್ಚೆತ್ತು ಗುಂಡಿಗಳನ್ನು ಮುಚ್ಚಿ ಸುರಕ್ಷಿತ ಸಂಚಾರಕ್ಕೆ ಅನುವು ಮಾಡಿಕೊಡಬೇಕು. (454, 1669, 860, 1763)
headline-pmay-housing: ಪ್ರಧಾನ ಮಂತ್ರಿ ಆವಾಸ್ ಯೋಜನೆ 2.0 ನಗರ ಹೌಸಿಂಗ್ ಫಾರ್ ಆಲ್ ಯೋಜನೆಯಡಿ ಅಂಗೀಕಾರ ಆಂದೋಲನ (65, 1688, 435, 1738)
byline: ವಿಜಯನಗರವಾಣಿ ಸುದ್ದಿ (454, 1068, 555, 1083)
section-rule (58, 1680, 442, 1682)
article-body-chess-camp (1044, 2089, 1424, 2454)
dateline: ಮುದಗಲ್ಲ: (454, 1087, 505, 1103)
photo-pothole-1 (654, 1068, 1027, 1237)
headline-clean-town: ಸ್ವಚ್ಛ ಪಟ್ಟಣದ ಸಂಕಲ್ಪ ಸಾಕಾರಗೊಳಿಸಲು ನಾವೆಲ್ಲರೂ ಸಹಕಾರ, ಶ್ರಮದಾನದ ಮಾರ್ಗಗಳಲ್ಲಿ ಒಂದಾಗಿ ಸಾಗೋಣ : ಸಾಬಣ್ಣ ಕಟ್ಟಿಕಾರ್ (60, 936, 440, 1005)
headline-cooperative-dividend-line2: ತೀರ್ಮಾನಿಸಲಾಗಿದೆ: ಜೆ.ವಿ.ಸತ್ಯನಾರಾಯಣಬಾಬು (523, 1898, 957, 1931)
article-text: ಎಲ್ಲಿದೆ ಇದೆ? ತಾಲ್ಲೂಕು ವ್ಯಾಪ್ತಿಯ ಹಲವು ರಸ್ತೆಗಳ ಸ್ಥಿತಿ ಇದೇ ಆಗಿದ್ದು, ಸಂಬಂಧಪಟ್ಟ ಇಲಾಖೆಯ ಅಧಿಕಾರಿಗಳು ಗಮನಹರಿಸಬೇಕಿದೆ. ಈ ಬಗ್ಗೆ ಶಾಸಕರು ಹಾಗೂ ಜಿಲ್ಲಾಡಳಿತ ತ್ವರಿತವಾಗಿ ಸ್ಪಂದಿಸಿ ಶಾಶ್ವತ ಪರಿಹಾರ ಕಲ್ಪಿಸಬೇಕು. ಇಲ್ಲವಾದಲ್ಲಿ ಮುಂದಿನ ದಿನಗಳಲ್ಲಿ ರಸ್ತೆ ತಡೆ ನಡೆಸಿ ಪ್ರತಿಭಟನೆ ಮಾಡಲಾಗುವುದು ಎಂದು ಸಾರ್ವಜನಿಕರು ಒತ್ತಾಯಿಸಿದ್ದಾರೆ. (865, 1546, 1025, 1756)
headline-chess-camp: ಸೆ.22 ರಿಂದ ಚೆಸ್ ತರಬೇತಿ ಶಿಬಿರ: ನೋಂದಣಿಗೆ ಸೂಚನೆ (1080, 2001, 1388, 2064)
article-body-american-lab-b (454, 548, 725, 957)
headline-illegal-ration-rice: ಅಕ್ರಮ ಪಡಿತರ ಅಕ್ಕಿವಶ (1044, 1373, 1424, 1424)
article-text: ಪ್ರಭಾವಶಾಲಿಯಾಗಿ ಮಾಡಲು ಶಿಕ್ಷಣ ಸಂಸ್ಥೆಗಳು, ಶಿಕ್ಷಕರು ಮತ್ತು ಸರ್ಕಾರ ಸಂಸ್ಥೆಗಳ ನಡುವಿನ ಸಹಯೋಗದ ಪ್ರಯತ್ನಗಳ ಅಗತ್ಯವನ್ನು ಪುನರುಚ್ಚರಿಸಿದರು. ಅವರು SILC ಯನ್ನು ಶಿಕ್ಷಕರಿಗೆ ತರಬೇತಿ ಮತ್ತು ಪ್ರಯೋಗಗಳಿಗಾಗಿ ಕೇಂದ್ರವಾಗಿ ಬಳಸಿಕೊಳ್ಳಬೇಕು ಮತ್ತು ಈ ಕೇಂದ್ರ ಜಿಲ್ಲೆಯ ಇತರ ಶಾಲೆಗಳಿಗೆ ಮಾದರಿಯಾಗಲಿ ಎಂದು ಹಾರೈಸಿದರು. ಉದ್ಘಾಟನೆಯಲ್ಲಿ AIF ಸಂಸ್ಥೆಯ ಜಿಲ್ಲಾ ಸಂಯೋಜಕರಾದ ಪ್ರಕಾಶ್ ಅವರು ಕೇಂದ್ರದಲ್ಲಿ ಸುಸಜ್ಜಿತವಾಗಿ ವಿಜ್ಞಾನ ಕಿಟ್‌ಗಳು, ರೋಬೋಟಿಕ್ಸ್ ಮತ್ತು ವಿವಿಧ ಪ್ರಯೋಗ ಸಾಮಗ್ರಿಗಳ ಬಗ್ಗೆ ವಿವರಿಸಿದರು. ಕಾರ್ಯಕ್ರಮದಲ್ಲಿ ಜಿಲ್ಲಾ ಹಾಗೂ ಬ್ಲಾಕ್ ಶಿಕ್ಷಣ ಅಧಿಕಾರಿಗಳು, ಮುಖ್ಯ ಶಿಕ್ಷಕರು, ಶಿಕ್ಷಕರು, AIF ಸಂಸ್ಥೆಯ ಕ್ಷೇತ್ರ ಸಂಯೋಜಕರು ಮತ್ತು ಸಮುದಾಯದ ಸದಸ್ಯರು ಸಕ್ರಿಯವಾಗಿ ಭಾಗವಹಿಸಿದ್ದರು. STEM ಕಲಿಕೆಯ ಸ್ಪರ್ಧೆಗಳನ್ನು ಪ್ರದರ್ಶಿಸಿದ ವಿದ್ಯಾರ್ಥಿಗಳ ಈ ಕೇಂದ್ರವು ಜಿಲ್ಲೆಯ ಶಿಕ್ಷಕರಿಗೆ ಹೊಸ ಪ್ರಯೋಗಗಳನ್ನು ಅನುಭವಿಸಲು ಸಹಾಯಕವಾಗಲಿದೆ ಎಂದರು. (730, 549, 1025, 817)
article-body-priests-allowance (1044, 659, 1424, 878)
column-rule (446, 241, 448, 1527)
page-bottom-rule (51, 2463, 1435, 2465)
dateline: ಮಸ್ಕಿ: (1044, 660, 1074, 677)
